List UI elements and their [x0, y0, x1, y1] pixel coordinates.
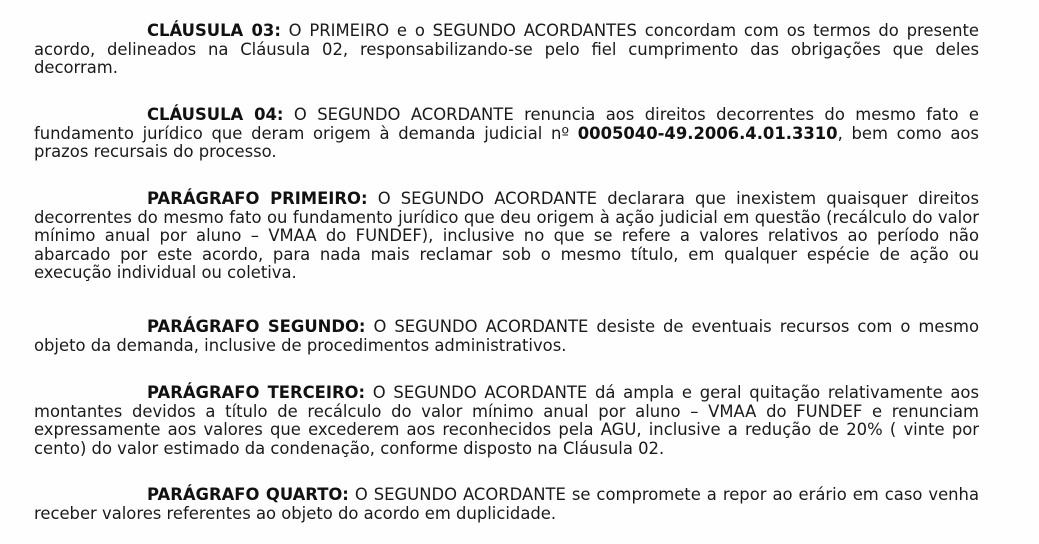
case-number: 0005040-49.2006.4.01.3310 — [577, 123, 838, 143]
clause-heading: PARÁGRAFO TERCEIRO: — [147, 383, 366, 402]
clausula-03 — [34, 22, 979, 78]
paragrafo-quarto — [34, 486, 979, 523]
clausula-04 — [34, 106, 979, 162]
clause-text: O SEGUNDO ACORDANTE dá ampla e geral quitação relativamente aos montantes devidos a título de recálculo do valor mínimo anual por aluno – VMAA do FUNDEF e renunciam expressamente aos valores que excederem aos reconhecidos pela AGU, inclusive a redução de 20% ( vinte por cento) do valor estimado da condenação, conforme disposto na Cláusula 02. — [34, 383, 979, 458]
clause-heading: CLÁUSULA 03: — [147, 21, 281, 40]
clause-text-continued: , bem como aos prazos recursais do processo. — [34, 123, 979, 162]
clause-text: O SEGUNDO ACORDANTE se compromete a repor ao erário em caso venha receber valores referentes ao objeto do acordo em duplicidade. — [34, 485, 979, 523]
clause-heading: PARÁGRAFO PRIMEIRO: — [147, 189, 368, 208]
paragrafo-primeiro — [34, 190, 979, 283]
paragrafo-terceiro — [34, 384, 979, 458]
clause-text: O SEGUNDO ACORDANTE declarara que inexistem quaisquer direitos decorrentes do mesmo fato ou fundamento jurídico que deu origem à ação judicial em questão (recálculo do valor mínimo anual por aluno – VMAA do FUNDEF), inclusive no que se refere a valores relativos ao período não abarcado por este acordo, para nada mais reclamar sob o mesmo título, em qualquer espécie de ação ou execução individual ou coletiva. — [34, 189, 979, 283]
paragrafo-segundo — [34, 318, 979, 355]
clause-heading: PARÁGRAFO QUARTO: — [147, 485, 349, 504]
clause-heading: CLÁUSULA 04: — [147, 105, 284, 124]
clause-heading: PARÁGRAFO SEGUNDO: — [147, 317, 366, 336]
clause-text: O PRIMEIRO e o SEGUNDO ACORDANTES concordam com os termos do presente acordo, delineados na Cláusula 02, responsabilizando-se pelo fiel cumprimento das obrigações que deles decorram. — [34, 21, 979, 78]
clause-text: O SEGUNDO ACORDANTE renuncia aos direitos decorrentes do mesmo fato e fundamento jurídico que deram origem à demanda judicial nº — [34, 105, 980, 143]
clause-text: O SEGUNDO ACORDANTE desiste de eventuais recursos com o mesmo objeto da demanda, inclusive de procedimentos administrativos. — [34, 317, 979, 355]
